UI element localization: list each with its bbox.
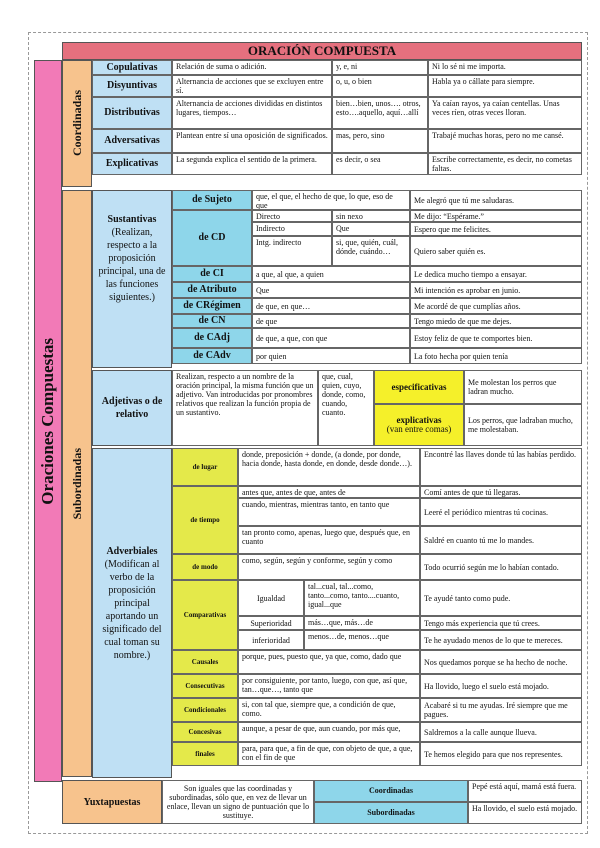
sustantiva-ejemplo: Me alegró que tú me saludaras.	[410, 190, 582, 210]
sustantiva-funcion: de Sujeto	[172, 190, 252, 210]
adjetiva-explicativas-box	[374, 404, 464, 446]
comparativa-nexo: más…que, más…de	[304, 616, 420, 630]
coordinada-type: Disyuntivas	[92, 75, 172, 97]
adverbial-tipo: de lugar	[172, 448, 238, 486]
tiempo-nexo: tan pronto como, apenas, luego que, después que, en cuanto	[238, 526, 420, 554]
sustantiva-nexo: Que	[252, 282, 410, 298]
cd-tipo: Intg. indirecto	[252, 236, 332, 266]
cd-nexo: Que	[332, 222, 410, 236]
adjetiva-especificativas-ejemplo: Me molestan los perros que ladran mucho.	[464, 370, 582, 404]
side-label-subordinadas: Subordinadas	[62, 190, 92, 777]
adverbial-nexo: para, para que, a fin de que, con objeto de que, a que, con el fin de que	[238, 742, 420, 766]
adverbial-nexo: porque, pues, puesto que, ya que, como, dado que	[238, 650, 420, 674]
sustantivas-panel	[92, 190, 172, 368]
adverbial-tipo: Consecutivas	[172, 674, 238, 698]
sustantiva-ejemplo: Me acordé de que cumplías años.	[410, 298, 582, 314]
adverbial-tipo: de tiempo	[172, 486, 238, 554]
adjetiva-explicativas: explicativas	[396, 415, 442, 425]
sustantiva-ejemplo: Le dedica mucho tiempo a ensayar.	[410, 266, 582, 282]
coordinada-type: Adversativas	[92, 129, 172, 153]
coordinada-nexos: bien…bien, unos…. otros, esto….aquello, aquí…allí	[332, 97, 428, 129]
adverbial-tipo: finales	[172, 742, 238, 766]
adjetivas-desc: Realizan, respecto a un nombre de la oración principal, la misma función que un adjetivo. Van introducidas por pronombres relativos que realizan la función propia de un sustantivo.	[172, 370, 318, 446]
coordinada-desc: Relación de suma o adición.	[172, 60, 332, 75]
yuxtapuesta-ejemplo: Ha llovido, el suelo está mojado.	[468, 802, 582, 824]
cd-ejemplo: Quiero saber quién es.	[410, 236, 582, 266]
coordinada-nexos: mas, pero, sino	[332, 129, 428, 153]
adverbial-ejemplo: Nos quedamos porque se ha hecho de noche.	[420, 650, 582, 674]
coordinada-desc: Alternancia de acciones que se excluyen entre sí.	[172, 75, 332, 97]
adjetivas-panel	[92, 370, 172, 446]
cd-tipo: Indirecto	[252, 222, 332, 236]
page-title: ORACIÓN COMPUESTA	[62, 42, 582, 60]
comparativa-grado: Igualdad	[238, 580, 304, 616]
sustantivas-title: Sustantivas	[107, 214, 157, 225]
coordinada-ejemplo: Habla ya o cállate para siempre.	[428, 75, 582, 97]
sustantiva-nexo: a que, al que, a quien	[252, 266, 410, 282]
yuxtapuestas-label: Yuxtapuestas	[62, 780, 162, 824]
coordinada-type: Copulativas	[92, 60, 172, 75]
cd-ejemplo: Me dijo: “Espérame.”	[410, 210, 582, 222]
sustantiva-nexo: de que, en que…	[252, 298, 410, 314]
sustantiva-funcion: de CD	[172, 210, 252, 266]
coordinada-desc: Alternancia de acciones divididas en distintos lugares, tiempos…	[172, 97, 332, 129]
adverbial-tipo: Condicionales	[172, 698, 238, 722]
coordinada-ejemplo: Ya caían rayos, ya caían centellas. Unas veces ríen, otras veces lloran.	[428, 97, 582, 129]
sustantivas-desc: (Realizan, respecto a la proposición principal, una de las funciones siguientes.)	[98, 227, 166, 303]
coordinada-ejemplo: Escribe correctamente, es decir, no cometas faltas.	[428, 153, 582, 175]
tiempo-nexo: cuando, mientras, mientras tanto, en tanto que	[238, 498, 420, 526]
adverbial-nexo: si, con tal que, siempre que, a condición de que, como.	[238, 698, 420, 722]
sustantiva-ejemplo: Estoy feliz de que te comportes bien.	[410, 328, 582, 348]
adjetivas-title: Adjetivas o de relativo	[101, 396, 163, 420]
coordinada-desc: La segunda explica el sentido de la primera.	[172, 153, 332, 175]
tiempo-ejemplo: Comí antes de que tú llegaras.	[420, 486, 582, 498]
cd-nexo: sin nexo	[332, 210, 410, 222]
coordinada-ejemplo: Trabajé muchas horas, pero no me cansé.	[428, 129, 582, 153]
adverbiales-title: Adverbiales	[106, 546, 158, 557]
comparativa-nexo: menos…de, menos…que	[304, 630, 420, 650]
adverbial-ejemplo: Ha llovido, luego el suelo está mojado.	[420, 674, 582, 698]
adverbial-tipo: Concesivas	[172, 722, 238, 742]
adverbial-ejemplo: Todo ocurrió según me lo habían contado.	[420, 554, 582, 580]
side-label-oraciones: Oraciones Compuestas	[34, 60, 62, 782]
sustantiva-funcion: de CN	[172, 314, 252, 328]
sustantiva-nexo: de que, a que, con que	[252, 328, 410, 348]
yuxtapuesta-tipo: Subordinadas	[314, 802, 468, 824]
tiempo-nexo: antes que, antes de que, antes de	[238, 486, 420, 498]
adverbial-ejemplo: Encontré las llaves donde tú las habías perdido.	[420, 448, 582, 486]
adverbial-ejemplo: Acabaré si tu me ayudas. Iré siempre que me pagues.	[420, 698, 582, 722]
coordinada-type: Distributivas	[92, 97, 172, 129]
sustantiva-ejemplo: La foto hecha por quien tenía	[410, 348, 582, 364]
adverbial-nexo: por consiguiente, por tanto, luego, con que, así que, tan…que…, tanto que	[238, 674, 420, 698]
adverbial-tipo: Causales	[172, 650, 238, 674]
adverbial-nexo: donde, preposición + donde, (a donde, por donde, hacia donde, hasta donde, en donde, desde donde…).	[238, 448, 420, 486]
tiempo-ejemplo: Leeré el periódico mientras tú cocinas.	[420, 498, 582, 526]
cd-ejemplo: Espero que me felicites.	[410, 222, 582, 236]
adverbial-tipo: Comparativas	[172, 580, 238, 650]
sustantiva-nexo: por quien	[252, 348, 410, 364]
comparativa-ejemplo: Te ayudé tanto como pude.	[420, 580, 582, 616]
coordinada-desc: Plantean entre sí una oposición de significados.	[172, 129, 332, 153]
side-label-coordinadas: Coordinadas	[62, 60, 92, 187]
sustantiva-nexo: de que	[252, 314, 410, 328]
adverbial-ejemplo: Te hemos elegido para que nos representes.	[420, 742, 582, 766]
sustantiva-ejemplo: Mi intención es aprobar en junio.	[410, 282, 582, 298]
tiempo-ejemplo: Saldré en cuanto tú me lo mandes.	[420, 526, 582, 554]
cd-tipo: Directo	[252, 210, 332, 222]
adverbial-tipo: de modo	[172, 554, 238, 580]
adjetivas-nexos: que, cual, quien, cuyo, donde, como, cuando, cuanto.	[318, 370, 374, 446]
sustantiva-funcion: de Atributo	[172, 282, 252, 298]
yuxtapuesta-tipo: Coordinadas	[314, 780, 468, 802]
coordinada-type: Explicativas	[92, 153, 172, 175]
cd-nexo: si, que, quién, cuál, dónde, cuándo…	[332, 236, 410, 266]
sustantiva-funcion: de CI	[172, 266, 252, 282]
comparativa-ejemplo: Tengo más experiencia que tú crees.	[420, 616, 582, 630]
adverbial-nexo: aunque, a pesar de que, aun cuando, por más que,	[238, 722, 420, 742]
comparativa-ejemplo: Te he ayudado menos de lo que te mereces.	[420, 630, 582, 650]
sustantiva-funcion: de CAdj	[172, 328, 252, 348]
comparativa-grado: inferioridad	[238, 630, 304, 650]
adverbial-nexo: como, según, según y conforme, según y como	[238, 554, 420, 580]
comparativa-nexo: tal...cual, tal...como, tanto...como, tanto....cuanto, igual...que	[304, 580, 420, 616]
yuxtapuesta-ejemplo: Pepé está aquí, mamá está fuera.	[468, 780, 582, 802]
coordinada-nexos: es decir, o sea	[332, 153, 428, 175]
adjetiva-explicativas-nota: (van entre comas)	[386, 424, 452, 434]
adjetiva-especificativas: especificativas	[374, 370, 464, 404]
adverbiales-panel	[92, 448, 172, 778]
adverbial-ejemplo: Saldremos a la calle aunque llueva.	[420, 722, 582, 742]
sustantiva-ejemplo: Tengo miedo de que me dejes.	[410, 314, 582, 328]
sustantiva-funcion: de CRégimen	[172, 298, 252, 314]
comparativa-grado: Superioridad	[238, 616, 304, 630]
adverbiales-desc: (Modifican al verbo de la proposición principal aportando un significado del cual toman su nombre.)	[102, 559, 162, 661]
coordinada-ejemplo: Ni lo sé ni me importa.	[428, 60, 582, 75]
sustantiva-funcion: de CAdv	[172, 348, 252, 364]
adjetiva-explicativas-ejemplo: Los perros, que ladraban mucho, me molestaban.	[464, 404, 582, 446]
sustantiva-nexo: que, el que, el hecho de que, lo que, eso de que	[252, 190, 410, 210]
coordinada-nexos: y, e, ni	[332, 60, 428, 75]
coordinada-nexos: o, u, o bien	[332, 75, 428, 97]
yuxtapuestas-desc: Son iguales que las coordinadas y subordinadas, sólo que, en vez de llevar un enlace, llevan un signo de puntuación que lo sustituye.	[162, 780, 314, 824]
